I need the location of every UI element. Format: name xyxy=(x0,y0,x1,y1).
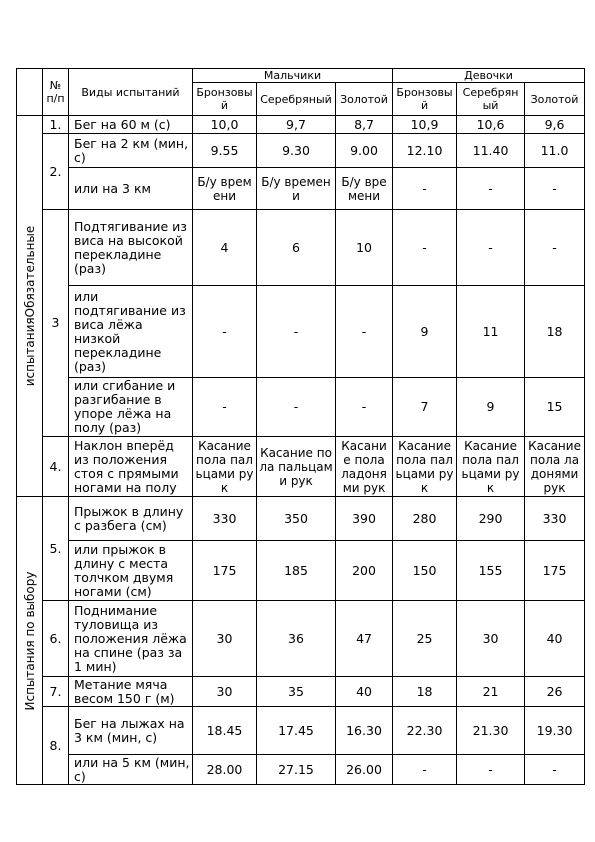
value-cell: 22.30 xyxy=(393,707,457,755)
value-cell: 21 xyxy=(457,677,525,707)
header-boys-bronze: Бронзовый xyxy=(193,83,257,116)
value-cell: - xyxy=(393,755,457,785)
value-cell: - xyxy=(336,286,393,378)
table-row xyxy=(17,497,585,541)
value-cell: 18 xyxy=(393,677,457,707)
value-cell: 40 xyxy=(336,677,393,707)
value-cell: - xyxy=(393,168,457,210)
table-row xyxy=(17,437,585,497)
value-cell: 290 xyxy=(457,497,525,541)
value-cell: 36 xyxy=(257,601,336,677)
test-name: или сгибание и разгибание в упоре лёжа на полу (раз) xyxy=(69,378,193,437)
standards-table-wrapper xyxy=(16,68,584,785)
header-test-types: Виды испытаний xyxy=(69,69,193,116)
value-cell: Касание пола пальцами рук xyxy=(193,437,257,497)
row-number: 7. xyxy=(43,677,69,707)
value-cell: - xyxy=(525,210,585,286)
row-number: 1. xyxy=(43,116,69,134)
test-name: Метание мяча весом 150 г (м) xyxy=(69,677,193,707)
table-row xyxy=(17,541,585,601)
test-name: Прыжок в длину с разбега (см) xyxy=(69,497,193,541)
value-cell: 9.30 xyxy=(257,134,336,168)
value-cell: Б/у времени xyxy=(193,168,257,210)
test-name: Наклон вперёд из положения стоя с прямыми ногами на полу xyxy=(69,437,193,497)
table-row xyxy=(17,677,585,707)
value-cell: 9.55 xyxy=(193,134,257,168)
category-mandatory xyxy=(17,116,43,497)
table-row xyxy=(17,378,585,437)
table-row xyxy=(17,134,585,168)
value-cell: 200 xyxy=(336,541,393,601)
row-number: 8. xyxy=(43,707,69,785)
value-cell: 21.30 xyxy=(457,707,525,755)
row-number: 5. xyxy=(43,497,69,601)
value-cell: 17.45 xyxy=(257,707,336,755)
table-row xyxy=(17,116,585,134)
value-cell: 7 xyxy=(393,378,457,437)
value-cell: 175 xyxy=(193,541,257,601)
header-girls-bronze: Бронзовый xyxy=(393,83,457,116)
value-cell: 35 xyxy=(257,677,336,707)
category-header-blank xyxy=(17,69,43,116)
header-number: № п/п xyxy=(43,69,69,116)
table-row xyxy=(17,286,585,378)
row-number: 2. xyxy=(43,134,69,210)
table-row xyxy=(17,210,585,286)
value-cell: 12.10 xyxy=(393,134,457,168)
value-cell: 11.40 xyxy=(457,134,525,168)
test-name: Бег на лыжах на 3 км (мин, с) xyxy=(69,707,193,755)
value-cell: 26 xyxy=(525,677,585,707)
category-optional-label: Испытания по выбору xyxy=(22,571,37,710)
value-cell: 150 xyxy=(393,541,457,601)
value-cell: 40 xyxy=(525,601,585,677)
value-cell: Б/у времени xyxy=(257,168,336,210)
category-optional xyxy=(17,497,43,785)
value-cell: - xyxy=(457,168,525,210)
test-name: Поднимание туловища из положения лёжа на спине (раз за 1 мин) xyxy=(69,601,193,677)
value-cell: 30 xyxy=(457,601,525,677)
value-cell: Касание пола пальцами рук xyxy=(457,437,525,497)
value-cell: 185 xyxy=(257,541,336,601)
table-row xyxy=(17,707,585,755)
value-cell: 10 xyxy=(336,210,393,286)
test-name: или на 3 км xyxy=(69,168,193,210)
value-cell: 8,7 xyxy=(336,116,393,134)
value-cell: 10,0 xyxy=(193,116,257,134)
value-cell: 9,7 xyxy=(257,116,336,134)
value-cell: - xyxy=(457,755,525,785)
header-boys: Мальчики xyxy=(193,69,393,83)
test-name: или на 5 км (мин, с) xyxy=(69,755,193,785)
category-mandatory-label: испытанияОбязательные xyxy=(22,225,37,387)
header-girls: Девочки xyxy=(393,69,585,83)
value-cell: 9 xyxy=(457,378,525,437)
value-cell: 10,6 xyxy=(457,116,525,134)
value-cell: Касание пола пальцами рук xyxy=(257,437,336,497)
value-cell: 175 xyxy=(525,541,585,601)
value-cell: 16.30 xyxy=(336,707,393,755)
row-number: 6. xyxy=(43,601,69,677)
row-number: 4. xyxy=(43,437,69,497)
value-cell: 390 xyxy=(336,497,393,541)
value-cell: 155 xyxy=(457,541,525,601)
test-name: Подтягивание из виса на высокой перекладине (раз) xyxy=(69,210,193,286)
value-cell: 25 xyxy=(393,601,457,677)
value-cell: 350 xyxy=(257,497,336,541)
value-cell: 9.00 xyxy=(336,134,393,168)
value-cell: Касание пола пальцами рук xyxy=(393,437,457,497)
value-cell: 4 xyxy=(193,210,257,286)
value-cell: - xyxy=(525,168,585,210)
value-cell: 27.15 xyxy=(257,755,336,785)
table-row xyxy=(17,601,585,677)
value-cell: 30 xyxy=(193,601,257,677)
value-cell: 11 xyxy=(457,286,525,378)
value-cell: 30 xyxy=(193,677,257,707)
value-cell: - xyxy=(336,378,393,437)
value-cell: 6 xyxy=(257,210,336,286)
value-cell: 280 xyxy=(393,497,457,541)
value-cell: Касание пола ладонями рук xyxy=(336,437,393,497)
value-cell: 11.0 xyxy=(525,134,585,168)
value-cell: 26.00 xyxy=(336,755,393,785)
value-cell: 9 xyxy=(393,286,457,378)
value-cell: 330 xyxy=(193,497,257,541)
value-cell: 330 xyxy=(525,497,585,541)
test-name: Бег на 60 м (с) xyxy=(69,116,193,134)
header-boys-silver: Серебряный xyxy=(257,83,336,116)
value-cell: 9,6 xyxy=(525,116,585,134)
value-cell: - xyxy=(393,210,457,286)
value-cell: Касание пола ладонями рук xyxy=(525,437,585,497)
value-cell: - xyxy=(193,286,257,378)
header-girls-gold: Золотой xyxy=(525,83,585,116)
standards-table xyxy=(16,68,585,785)
test-name: Бег на 2 км (мин, с) xyxy=(69,134,193,168)
test-name: или подтягивание из виса лёжа низкой перекладине (раз) xyxy=(69,286,193,378)
value-cell: 28.00 xyxy=(193,755,257,785)
value-cell: 19.30 xyxy=(525,707,585,755)
header-boys-gold: Золотой xyxy=(336,83,393,116)
value-cell: - xyxy=(193,378,257,437)
table-row xyxy=(17,168,585,210)
value-cell: 18.45 xyxy=(193,707,257,755)
table-row xyxy=(17,755,585,785)
value-cell: - xyxy=(525,755,585,785)
value-cell: 15 xyxy=(525,378,585,437)
value-cell: 18 xyxy=(525,286,585,378)
value-cell: - xyxy=(257,378,336,437)
value-cell: - xyxy=(457,210,525,286)
value-cell: - xyxy=(257,286,336,378)
value-cell: Б/у времени xyxy=(336,168,393,210)
row-number: 3 xyxy=(43,210,69,437)
value-cell: 10,9 xyxy=(393,116,457,134)
header-girls-silver: Серебряный xyxy=(457,83,525,116)
value-cell: 47 xyxy=(336,601,393,677)
test-name: или прыжок в длину с места толчком двумя ногами (см) xyxy=(69,541,193,601)
